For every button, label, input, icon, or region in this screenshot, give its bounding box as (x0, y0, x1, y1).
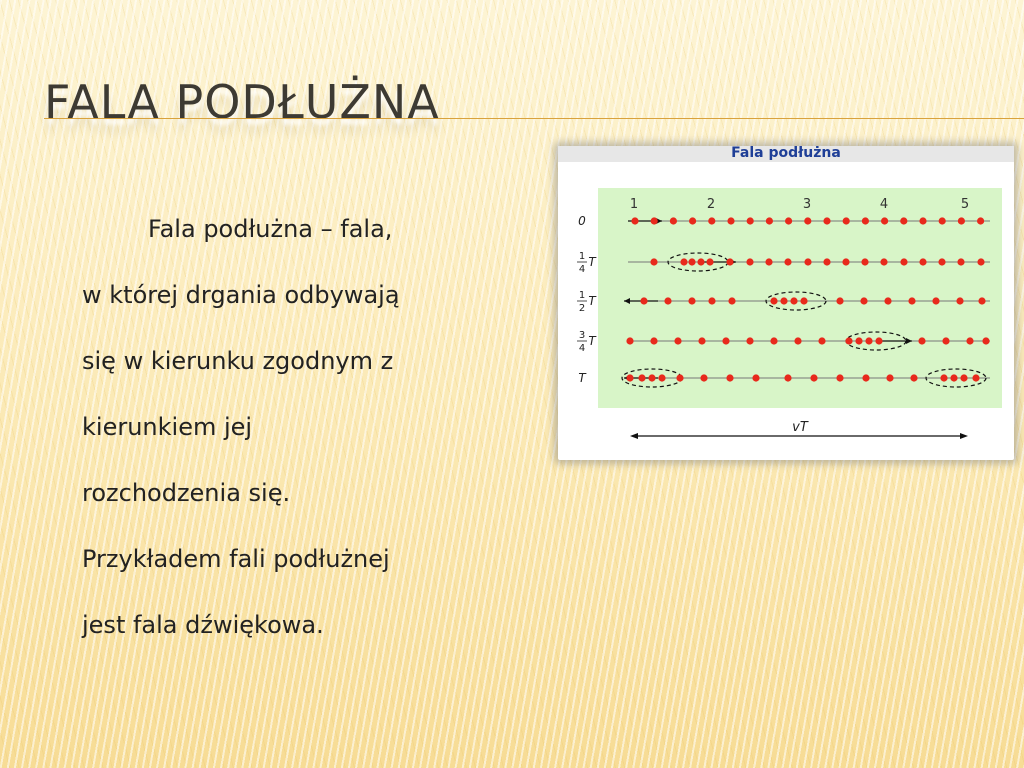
time-fraction-denominator: 2 (578, 303, 586, 314)
time-fraction-suffix: T (588, 334, 596, 348)
particle-dot (881, 217, 888, 224)
time-fraction-numerator: 3 (578, 330, 586, 341)
body-line: Przykładem fali podłużnej (82, 545, 390, 573)
particle-dot (860, 297, 867, 304)
particle-dot (708, 217, 715, 224)
particle-dot (658, 374, 665, 381)
time-fraction-numerator: 1 (578, 251, 586, 262)
distance-arrow-right (960, 433, 968, 439)
particle-dot (940, 374, 947, 381)
particle-dot (765, 258, 772, 265)
particle-dot (790, 297, 797, 304)
particle-dot (950, 374, 957, 381)
slide-title: FALA PODŁUŻNA (44, 75, 440, 129)
particle-dot (638, 374, 645, 381)
particle-dot (818, 337, 825, 344)
figure-caption: Fala podłużna (731, 146, 841, 161)
particle-dot (842, 258, 849, 265)
particle-dot (727, 217, 734, 224)
particle-dot (800, 297, 807, 304)
particle-dot (823, 217, 830, 224)
column-number: 5 (960, 197, 970, 212)
particle-dot (960, 374, 967, 381)
wave-diagram (558, 146, 1014, 460)
particle-dot (836, 374, 843, 381)
particle-dot (706, 258, 713, 265)
particle-dot (862, 374, 869, 381)
time-fraction-suffix: T (588, 255, 596, 269)
particle-dot (784, 258, 791, 265)
particle-dot (648, 374, 655, 381)
particle-dot (843, 217, 850, 224)
particle-dot (752, 374, 759, 381)
particle-dot (900, 258, 907, 265)
particle-dot (862, 217, 869, 224)
particle-dot (939, 217, 946, 224)
particle-dot (875, 337, 882, 344)
particle-dot (958, 217, 965, 224)
particle-dot (674, 337, 681, 344)
particle-dot (747, 217, 754, 224)
distance-arrow-left (630, 433, 638, 439)
particle-dot (804, 217, 811, 224)
particle-dot (726, 374, 733, 381)
time-label: T (578, 371, 586, 385)
column-number: 3 (802, 197, 812, 212)
particle-dot (966, 337, 973, 344)
body-line: w której drgania odbywają (82, 281, 400, 309)
body-line: kierunkiem jej (82, 413, 253, 441)
particle-dot (784, 374, 791, 381)
particle-dot (676, 374, 683, 381)
particle-dot (804, 258, 811, 265)
particle-dot (689, 217, 696, 224)
time-fraction-numerator: 1 (578, 290, 586, 301)
particle-dot (855, 337, 862, 344)
time-fraction-denominator: 4 (578, 343, 586, 354)
particle-dot (932, 297, 939, 304)
particle-dot (770, 297, 777, 304)
column-number: 1 (629, 197, 639, 212)
particle-dot (700, 374, 707, 381)
particle-dot (766, 217, 773, 224)
particle-dot (650, 258, 657, 265)
particle-dot (977, 258, 984, 265)
particle-dot (884, 297, 891, 304)
particle-dot (626, 337, 633, 344)
particle-dot (918, 337, 925, 344)
particle-dot (794, 337, 801, 344)
particle-dot (880, 258, 887, 265)
wave-figure (558, 146, 1014, 460)
particle-dot (670, 217, 677, 224)
particle-dot (698, 337, 705, 344)
particle-dot (919, 217, 926, 224)
particle-dot (900, 217, 907, 224)
particle-dot (680, 258, 687, 265)
particle-dot (919, 258, 926, 265)
body-line: się w kierunku zgodnym z (82, 347, 394, 375)
particle-dot (688, 258, 695, 265)
particle-dot (626, 374, 633, 381)
particle-dot (845, 337, 852, 344)
particle-dot (770, 337, 777, 344)
particle-dot (865, 337, 872, 344)
particle-dot (697, 258, 704, 265)
particle-dot (910, 374, 917, 381)
definition-rest: – fala, (313, 215, 393, 243)
particle-dot (972, 374, 979, 381)
particle-dot (708, 297, 715, 304)
particle-dot (908, 297, 915, 304)
time-label: 0 (578, 214, 586, 228)
title-underline (44, 118, 1024, 119)
particle-dot (746, 337, 753, 344)
particle-dot (746, 258, 753, 265)
distance-label: vT (792, 420, 808, 435)
particle-dot (688, 297, 695, 304)
column-number: 4 (879, 197, 889, 212)
particle-dot (651, 217, 658, 224)
particle-dot (631, 217, 638, 224)
definition-term: Fala podłużna (148, 215, 314, 243)
particle-dot (722, 337, 729, 344)
body-line: jest fala dźwiękowa. (82, 611, 324, 639)
particle-dot (823, 258, 830, 265)
particle-dot (956, 297, 963, 304)
body-text (82, 196, 522, 658)
particle-dot (977, 217, 984, 224)
particle-dot (780, 297, 787, 304)
particle-dot (978, 297, 985, 304)
particle-dot (640, 297, 647, 304)
particle-dot (938, 258, 945, 265)
column-number: 2 (706, 197, 716, 212)
particle-dot (982, 337, 989, 344)
time-fraction-denominator: 4 (578, 264, 586, 275)
particle-dot (886, 374, 893, 381)
particle-dot (836, 297, 843, 304)
particle-dot (861, 258, 868, 265)
particle-dot (942, 337, 949, 344)
time-fraction-suffix: T (588, 294, 596, 308)
body-line: rozchodzenia się. (82, 479, 291, 507)
particle-dot (728, 297, 735, 304)
particle-dot (785, 217, 792, 224)
particle-dot (664, 297, 671, 304)
particle-dot (810, 374, 817, 381)
particle-dot (726, 258, 733, 265)
particle-dot (957, 258, 964, 265)
particle-dot (650, 337, 657, 344)
definition-line (82, 196, 522, 262)
